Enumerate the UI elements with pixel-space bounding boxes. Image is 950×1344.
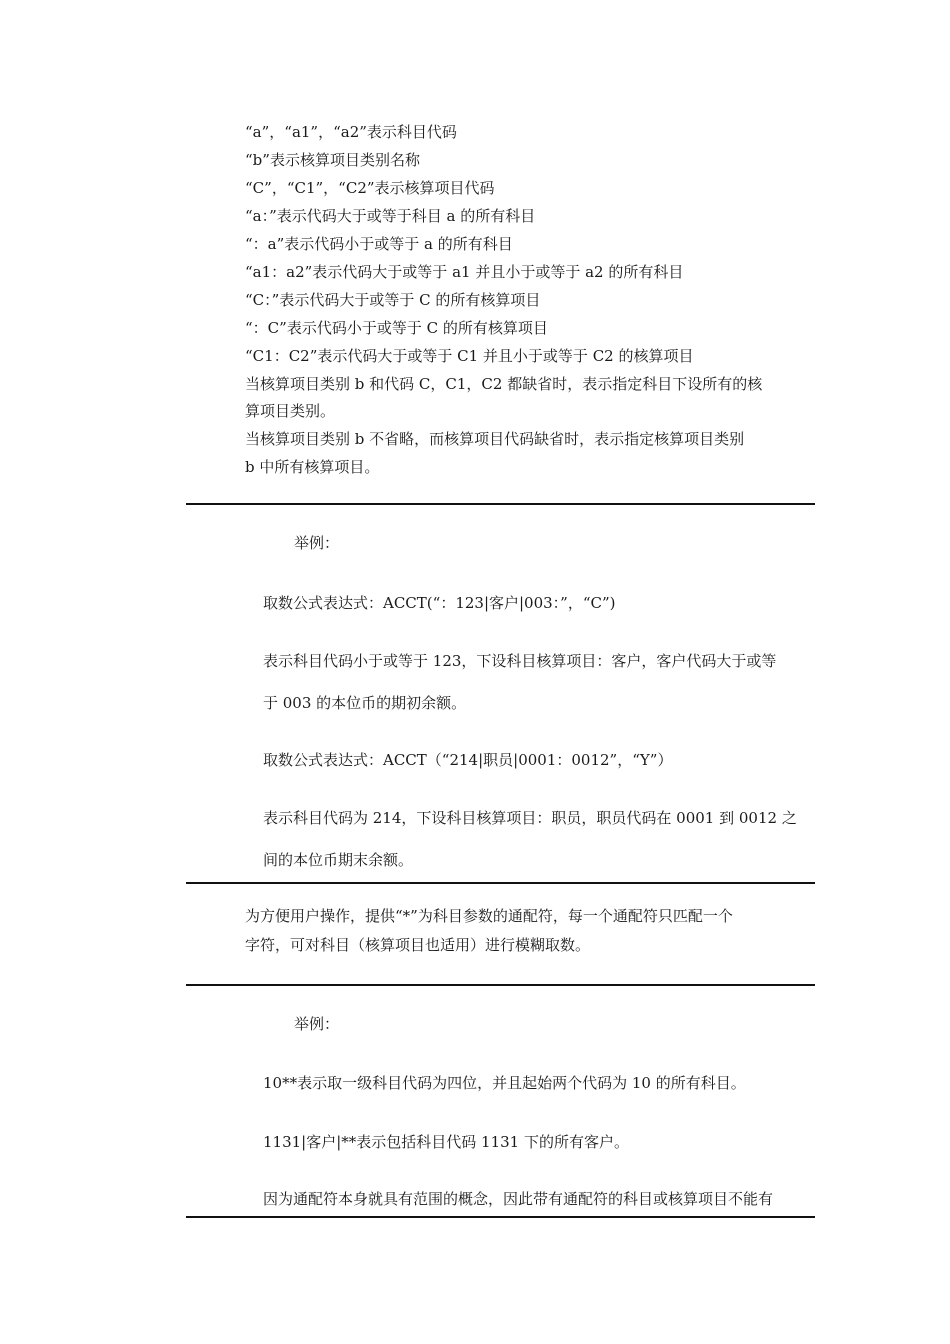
definition-line: 当核算项目类别 b 不省略，而核算项目代码缺省时，表示指定核算项目类别 — [245, 430, 745, 448]
example-line: 表示科目代码为 214，下设科目核算项目：职员，职员代码在 0001 到 0012 之 — [263, 809, 797, 827]
definition-line: “：a”表示代码小于或等于 a 的所有科目 — [245, 235, 513, 253]
section-divider — [186, 503, 815, 505]
example-line: 10**表示取一级科目代码为四位，并且起始两个代码为 10 的所有科目。 — [263, 1074, 746, 1092]
wildcard-line: 字符，可对科目（核算项目也适用）进行模糊取数。 — [245, 936, 591, 954]
example-line: 表示科目代码小于或等于 123，下设科目核算项目：客户，客户代码大于或等 — [263, 652, 777, 670]
definition-line: “C”，“C1”，“C2”表示核算项目代码 — [245, 179, 495, 197]
example-line: 于 003 的本位币的期初余额。 — [263, 694, 467, 712]
example-line: 间的本位币期末余额。 — [263, 851, 414, 869]
example-line: 取数公式表达式：ACCT(“：123|客户|003：”，“C”) — [263, 594, 616, 612]
definition-line: 算项目类别。 — [245, 402, 336, 420]
definition-line: “C1：C2”表示代码大于或等于 C1 并且小于或等于 C2 的核算项目 — [245, 347, 694, 365]
example-line: 取数公式表达式：ACCT（“214|职员|0001：0012”，“Y”） — [263, 751, 673, 769]
wildcard-line: 为方便用户操作，提供“*”为科目参数的通配符，每一个通配符只匹配一个 — [245, 907, 733, 925]
example-title: 举例： — [294, 1015, 340, 1033]
definition-line: “b”表示核算项目类别名称 — [245, 151, 420, 169]
section-divider — [186, 984, 815, 986]
definition-line: “a：”表示代码大于或等于科目 a 的所有科目 — [245, 207, 536, 225]
section-divider — [186, 882, 815, 884]
section-divider — [186, 1216, 815, 1218]
example-title: 举例： — [294, 534, 340, 552]
definition-line: “a”，“a1”，“a2”表示科目代码 — [245, 123, 457, 141]
definition-line: b 中所有核算项目。 — [245, 458, 380, 476]
definition-line: “a1：a2”表示代码大于或等于 a1 并且小于或等于 a2 的所有科目 — [245, 263, 684, 281]
example-line: 因为通配符本身就具有范围的概念，因此带有通配符的科目或核算项目不能有 — [263, 1190, 774, 1208]
example-line: 1131|客户|**表示包括科目代码 1131 下的所有客户。 — [263, 1133, 629, 1151]
definition-line: “：C”表示代码小于或等于 C 的所有核算项目 — [245, 319, 548, 337]
definition-line: 当核算项目类别 b 和代码 C，C1，C2 都缺省时，表示指定科目下设所有的核 — [245, 375, 763, 393]
definition-line: “C：”表示代码大于或等于 C 的所有核算项目 — [245, 291, 541, 309]
